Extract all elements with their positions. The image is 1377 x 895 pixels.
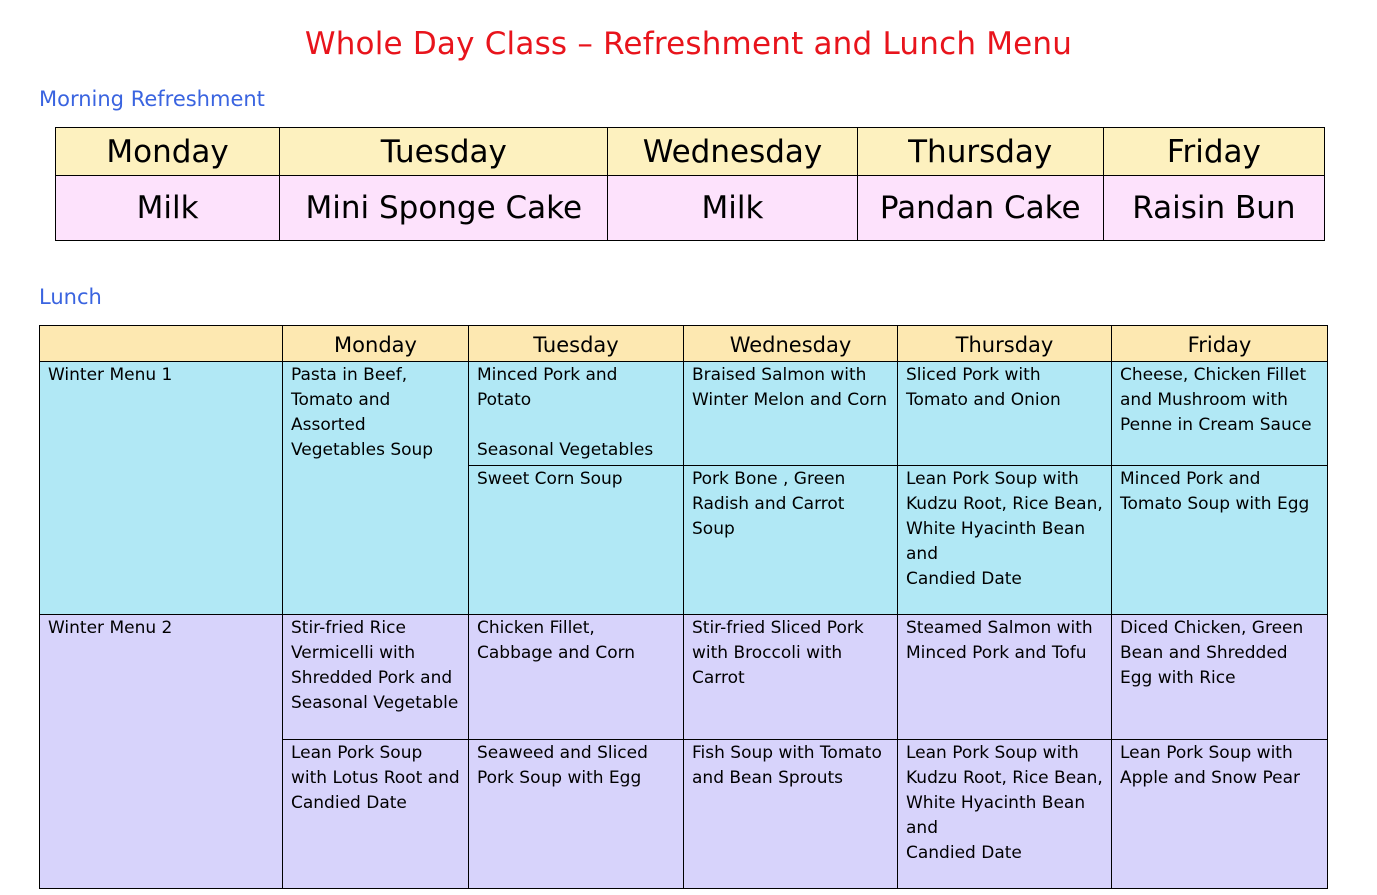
menu-dish: Minced Pork and Potato Seasonal Vegetables: [469, 362, 684, 466]
day-header: Thursday: [898, 326, 1112, 362]
lunch-header-row: [40, 326, 1328, 362]
refreshment-item-row: [56, 176, 1325, 241]
menu-dish: Pasta in Beef, Tomato and Assorted Vegetables Soup: [283, 362, 469, 615]
day-header: Wednesday: [608, 128, 857, 176]
winter-menu-2-main-row: [40, 615, 1328, 740]
menu-soup: Pork Bone , Green Radish and Carrot Soup: [684, 466, 898, 615]
menu-soup: Minced Pork and Tomato Soup with Egg: [1112, 466, 1328, 615]
refreshment-item: Mini Sponge Cake: [280, 176, 608, 241]
menu-dish: Stir-fried Rice Vermicelli with Shredded Pork and Seasonal Vegetable: [283, 615, 469, 740]
menu-header-blank: [40, 326, 283, 362]
menu-dish: Steamed Salmon with Minced Pork and Tofu: [898, 615, 1112, 740]
morning-refreshment-table: [55, 127, 1325, 241]
day-header: Tuesday: [469, 326, 684, 362]
morning-refreshment-heading: Morning Refreshment: [39, 87, 265, 111]
day-header: Friday: [1103, 128, 1324, 176]
menu-soup: Sweet Corn Soup: [469, 466, 684, 615]
menu-soup: Fish Soup with Tomato and Bean Sprouts: [684, 740, 898, 889]
menu-soup: Lean Pork Soup with Kudzu Root, Rice Bean, White Hyacinth Bean and Candied Date: [898, 740, 1112, 889]
lunch-heading: Lunch: [39, 285, 102, 309]
page-title: Whole Day Class – Refreshment and Lunch Menu: [304, 26, 1073, 62]
menu-name: Winter Menu 2: [40, 615, 283, 889]
refreshment-item: Milk: [56, 176, 280, 241]
day-header: Monday: [56, 128, 280, 176]
refreshment-item: Raisin Bun: [1103, 176, 1324, 241]
menu-dish: Sliced Pork with Tomato and Onion: [898, 362, 1112, 466]
day-header: Monday: [283, 326, 469, 362]
menu-dish: Diced Chicken, Green Bean and Shredded Egg with Rice: [1112, 615, 1328, 740]
day-header: Tuesday: [280, 128, 608, 176]
lunch-table: [39, 325, 1328, 889]
refreshment-item: Milk: [608, 176, 857, 241]
day-header: Thursday: [857, 128, 1103, 176]
menu-soup: Lean Pork Soup with Lotus Root and Candied Date: [283, 740, 469, 889]
menu-soup: Lean Pork Soup with Kudzu Root, Rice Bean, White Hyacinth Bean and Candied Date: [898, 466, 1112, 615]
menu-name: Winter Menu 1: [40, 362, 283, 615]
menu-soup: Seaweed and Sliced Pork Soup with Egg: [469, 740, 684, 889]
refreshment-header-row: [56, 128, 1325, 176]
menu-dish: Chicken Fillet, Cabbage and Corn: [469, 615, 684, 740]
menu-soup: Lean Pork Soup with Apple and Snow Pear: [1112, 740, 1328, 889]
refreshment-item: Pandan Cake: [857, 176, 1103, 241]
menu-dish: Cheese, Chicken Fillet and Mushroom with Penne in Cream Sauce: [1112, 362, 1328, 466]
menu-dish: Braised Salmon with Winter Melon and Corn: [684, 362, 898, 466]
day-header: Wednesday: [684, 326, 898, 362]
menu-dish: Stir-fried Sliced Pork with Broccoli with Carrot: [684, 615, 898, 740]
winter-menu-1-main-row: [40, 362, 1328, 466]
day-header: Friday: [1112, 326, 1328, 362]
